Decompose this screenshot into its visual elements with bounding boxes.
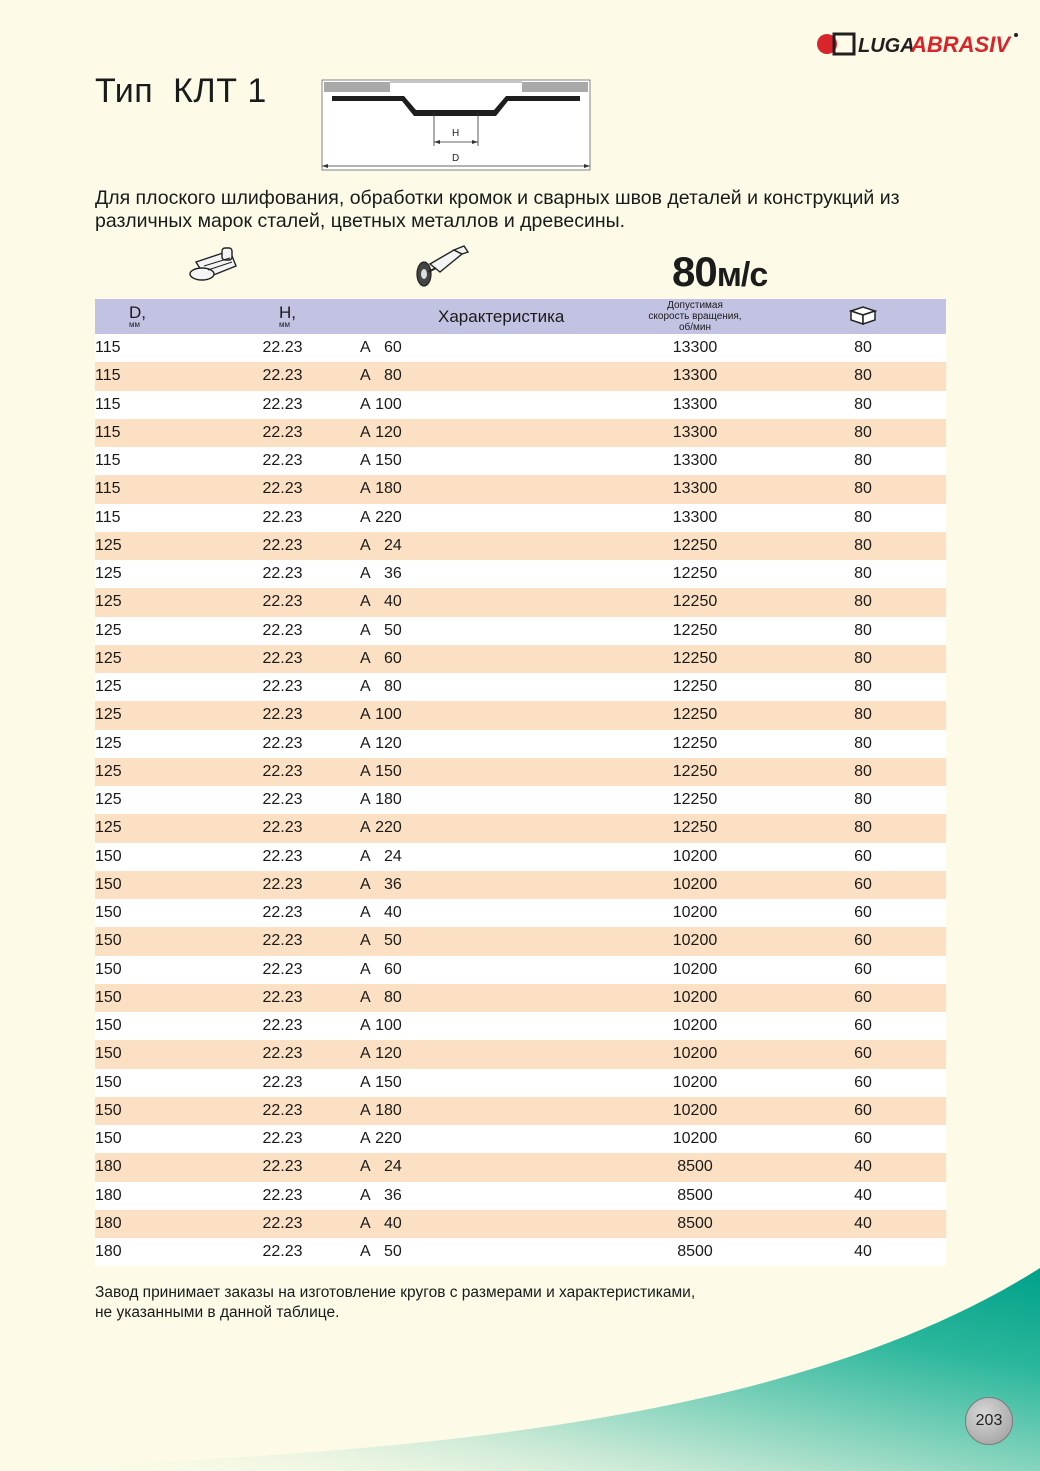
cell-characteristic: А 40 [360,593,402,611]
header-h-unit: мм [279,319,290,329]
cell-rpm: 8500 [677,1186,713,1204]
table-row [95,447,946,475]
table-row [95,334,946,362]
footer-line-1: Завод принимает заказы на изготовление кругов с размерами и характеристиками, [95,1284,696,1301]
cell-package-qty: 80 [854,819,872,837]
cell-hole: 22.23 [262,565,303,583]
cell-diameter: 125 [95,762,122,780]
cell-hole: 22.23 [262,1158,303,1176]
cell-diameter: 125 [95,678,122,696]
cell-characteristic: А 50 [360,621,402,639]
table-header-row [95,299,946,334]
cell-rpm: 13300 [672,508,718,526]
header-package [780,299,946,334]
cell-package-qty: 60 [854,1017,872,1035]
cell-diameter: 150 [95,847,122,865]
page-title: Тип КЛТ 1 [95,72,267,110]
cell-package-qty: 40 [854,1243,872,1261]
cell-package-qty: 60 [854,1101,872,1119]
table-body [95,334,946,1266]
table-row [95,588,946,616]
cell-characteristic: А 180 [360,791,402,809]
cell-diameter: 125 [95,649,122,667]
table-row [95,984,946,1012]
cell-package-qty: 80 [854,706,872,724]
table-row [95,475,946,503]
cell-rpm: 10200 [672,875,718,893]
footer-line-2: не указанными в данной таблице. [95,1304,340,1321]
wheel-profile-diagram [318,76,594,174]
cell-diameter: 115 [95,339,121,357]
brand-logo [816,28,1021,60]
cell-characteristic: А 40 [360,1214,402,1232]
cell-hole: 22.23 [262,649,303,667]
cell-hole: 22.23 [262,395,303,413]
cell-rpm: 8500 [677,1158,713,1176]
product-description: Для плоского шлифования, обработки кромок и сварных швов деталей и конструкций из различных марок сталей, цветных металлов и древесины. [95,187,900,232]
cell-package-qty: 80 [854,536,872,554]
cell-package-qty: 40 [854,1214,872,1232]
cell-characteristic: А 150 [360,452,402,470]
cell-characteristic: А 60 [360,649,402,667]
header-d [95,299,205,334]
table-row [95,1238,946,1266]
cell-package-qty: 80 [854,678,872,696]
cell-package-qty: 80 [854,508,872,526]
cell-rpm: 12250 [672,734,718,752]
cell-diameter: 150 [95,988,122,1006]
cell-characteristic: А 36 [360,875,402,893]
table-row [95,1125,946,1153]
cell-package-qty: 80 [854,734,872,752]
cell-rpm: 13300 [672,339,718,357]
cell-package-qty: 40 [854,1158,872,1176]
cell-characteristic: А 80 [360,367,402,385]
cell-diameter: 150 [95,1130,122,1148]
footer-note [95,1283,695,1323]
cell-rpm: 13300 [672,480,718,498]
product-table [95,299,946,1266]
cell-package-qty: 60 [854,1073,872,1091]
cell-diameter: 150 [95,1101,122,1119]
profile-d-label: D [452,153,460,164]
cell-characteristic: А 180 [360,480,402,498]
cell-hole: 22.23 [262,1101,303,1119]
cell-hole: 22.23 [262,678,303,696]
cell-package-qty: 80 [854,452,872,470]
table-row [95,843,946,871]
cell-characteristic: А 120 [360,1045,402,1063]
cell-diameter: 125 [95,791,122,809]
header-h-label: H, [279,302,296,322]
cell-rpm: 10200 [672,847,718,865]
cell-diameter: 125 [95,734,122,752]
cell-package-qty: 80 [854,565,872,583]
table-row [95,758,946,786]
table-row [95,560,946,588]
cell-diameter: 180 [95,1186,122,1204]
cell-hole: 22.23 [262,762,303,780]
cell-package-qty: 60 [854,932,872,950]
cell-diameter: 125 [95,565,122,583]
cell-characteristic: А 120 [360,734,402,752]
cell-diameter: 125 [95,706,122,724]
cell-diameter: 115 [95,367,121,385]
table-row [95,786,946,814]
page-number-badge: 203 [965,1397,1013,1445]
cell-hole: 22.23 [262,621,303,639]
table-row [95,1069,946,1097]
cell-rpm: 12250 [672,536,718,554]
cell-hole: 22.23 [262,960,303,978]
cell-rpm: 12250 [672,762,718,780]
cell-characteristic: А 80 [360,678,402,696]
table-row [95,1012,946,1040]
cell-characteristic: А 80 [360,988,402,1006]
cell-rpm: 10200 [672,1101,718,1119]
cell-diameter: 125 [95,536,122,554]
cell-package-qty: 60 [854,847,872,865]
table-row [95,673,946,701]
max-speed-label [672,248,767,296]
cell-hole: 22.23 [262,791,303,809]
cell-hole: 22.23 [262,1186,303,1204]
cell-rpm: 10200 [672,960,718,978]
cell-hole: 22.23 [262,367,303,385]
cell-rpm: 12250 [672,791,718,809]
table-row [95,391,946,419]
logo-text-abrasiv: ABRASIV [911,32,1011,57]
table-row [95,871,946,899]
cell-rpm: 12250 [672,678,718,696]
cell-package-qty: 80 [854,395,872,413]
cell-diameter: 150 [95,1045,122,1063]
cell-characteristic: А 220 [360,1130,402,1148]
table-row [95,419,946,447]
cell-rpm: 8500 [677,1243,713,1261]
cell-package-qty: 80 [854,367,872,385]
table-row [95,645,946,673]
cell-characteristic: А 220 [360,819,402,837]
cell-rpm: 13300 [672,423,718,441]
cell-rpm: 12250 [672,819,718,837]
table-row [95,1182,946,1210]
cell-rpm: 10200 [672,988,718,1006]
cell-characteristic: А 100 [360,706,402,724]
cell-characteristic: А 60 [360,339,402,357]
cell-package-qty: 80 [854,593,872,611]
cell-characteristic: А 180 [360,1101,402,1119]
header-d-unit: мм [129,319,140,329]
cell-hole: 22.23 [262,819,303,837]
cell-hole: 22.23 [262,593,303,611]
table-row [95,532,946,560]
cell-hole: 22.23 [262,988,303,1006]
cell-hole: 22.23 [262,1017,303,1035]
cell-hole: 22.23 [262,1130,303,1148]
profile-h-label: H [452,128,460,139]
cell-hole: 22.23 [262,480,303,498]
cell-hole: 22.23 [262,847,303,865]
table-row [95,1153,946,1181]
table-row [95,956,946,984]
cell-characteristic: А 24 [360,847,402,865]
table-row [95,899,946,927]
cell-diameter: 150 [95,1073,122,1091]
cell-diameter: 150 [95,904,122,922]
cell-characteristic: А 24 [360,536,402,554]
cell-rpm: 10200 [672,1045,718,1063]
cell-characteristic: А 100 [360,1017,402,1035]
cell-diameter: 180 [95,1243,122,1261]
header-characteristic: Характеристика [438,306,565,326]
table-row [95,1210,946,1238]
cell-package-qty: 60 [854,1130,872,1148]
cell-hole: 22.23 [262,339,303,357]
cell-characteristic: А 50 [360,932,402,950]
cell-hole: 22.23 [262,706,303,724]
cell-rpm: 12250 [672,621,718,639]
cell-diameter: 180 [95,1214,122,1232]
cell-characteristic: А 50 [360,1243,402,1261]
cell-diameter: 115 [95,423,121,441]
cell-characteristic: А 40 [360,904,402,922]
header-h [205,299,360,334]
cell-characteristic: А 60 [360,960,402,978]
cell-rpm: 10200 [672,1017,718,1035]
cell-rpm: 10200 [672,1130,718,1148]
cell-hole: 22.23 [262,452,303,470]
cell-package-qty: 80 [854,423,872,441]
cell-rpm: 8500 [677,1214,713,1232]
header-speed-line2: скорость вращения, [648,311,742,322]
cell-characteristic: А 100 [360,395,402,413]
cell-hole: 22.23 [262,1073,303,1091]
cell-diameter: 150 [95,875,122,893]
cell-rpm: 13300 [672,395,718,413]
cell-hole: 22.23 [262,932,303,950]
table-row [95,362,946,390]
cell-package-qty: 60 [854,904,872,922]
table-row [95,730,946,758]
cell-package-qty: 80 [854,791,872,809]
cell-package-qty: 60 [854,988,872,1006]
cell-rpm: 13300 [672,452,718,470]
cell-diameter: 125 [95,621,122,639]
cell-hole: 22.23 [262,875,303,893]
cell-diameter: 150 [95,932,122,950]
header-speed [610,299,780,334]
cell-hole: 22.23 [262,536,303,554]
cell-characteristic: А 220 [360,508,402,526]
table-row [95,814,946,842]
cell-rpm: 12250 [672,706,718,724]
cell-characteristic: А 120 [360,423,402,441]
cell-diameter: 125 [95,593,122,611]
cell-hole: 22.23 [262,1214,303,1232]
cell-rpm: 12250 [672,649,718,667]
header-speed-line3: об/мин [678,322,712,333]
package-box-icon [848,303,878,325]
table-row [95,504,946,532]
cell-diameter: 150 [95,1017,122,1035]
table-row [95,1097,946,1125]
cell-package-qty: 80 [854,480,872,498]
cell-hole: 22.23 [262,734,303,752]
cell-diameter: 115 [95,452,121,470]
table-row [95,1040,946,1068]
cell-characteristic: А 24 [360,1158,402,1176]
cell-package-qty: 40 [854,1186,872,1204]
angle-grinder-icon [186,244,244,290]
header-d-label: D, [129,302,146,322]
cell-package-qty: 80 [854,649,872,667]
cell-hole: 22.23 [262,1243,303,1261]
cell-package-qty: 60 [854,960,872,978]
cell-diameter: 115 [95,395,121,413]
table-row [95,617,946,645]
cell-diameter: 115 [95,480,121,498]
logo-text-luga: LUGA [858,35,915,57]
cell-package-qty: 60 [854,875,872,893]
max-speed-unit: м/с [716,256,768,294]
cell-hole: 22.23 [262,508,303,526]
cell-rpm: 12250 [672,565,718,583]
cell-characteristic: А 36 [360,1186,402,1204]
cell-rpm: 10200 [672,904,718,922]
cell-hole: 22.23 [262,1045,303,1063]
max-speed-value: 80 [672,248,717,295]
cell-package-qty: 80 [854,621,872,639]
cell-package-qty: 80 [854,762,872,780]
table-row [95,927,946,955]
table-row [95,701,946,729]
cell-diameter: 180 [95,1158,122,1176]
cell-characteristic: А 150 [360,762,402,780]
cell-rpm: 13300 [672,367,718,385]
cell-diameter: 150 [95,960,122,978]
cell-hole: 22.23 [262,904,303,922]
cell-diameter: 115 [95,508,121,526]
cell-rpm: 10200 [672,1073,718,1091]
header-speed-line1: Допустимая [667,300,723,311]
cell-characteristic: А 36 [360,565,402,583]
cell-package-qty: 60 [854,1045,872,1063]
cell-hole: 22.23 [262,423,303,441]
cell-rpm: 12250 [672,593,718,611]
cell-package-qty: 80 [854,339,872,357]
cell-rpm: 10200 [672,932,718,950]
cell-diameter: 125 [95,819,122,837]
cell-characteristic: А 150 [360,1073,402,1091]
drill-attachment-icon [410,244,472,290]
